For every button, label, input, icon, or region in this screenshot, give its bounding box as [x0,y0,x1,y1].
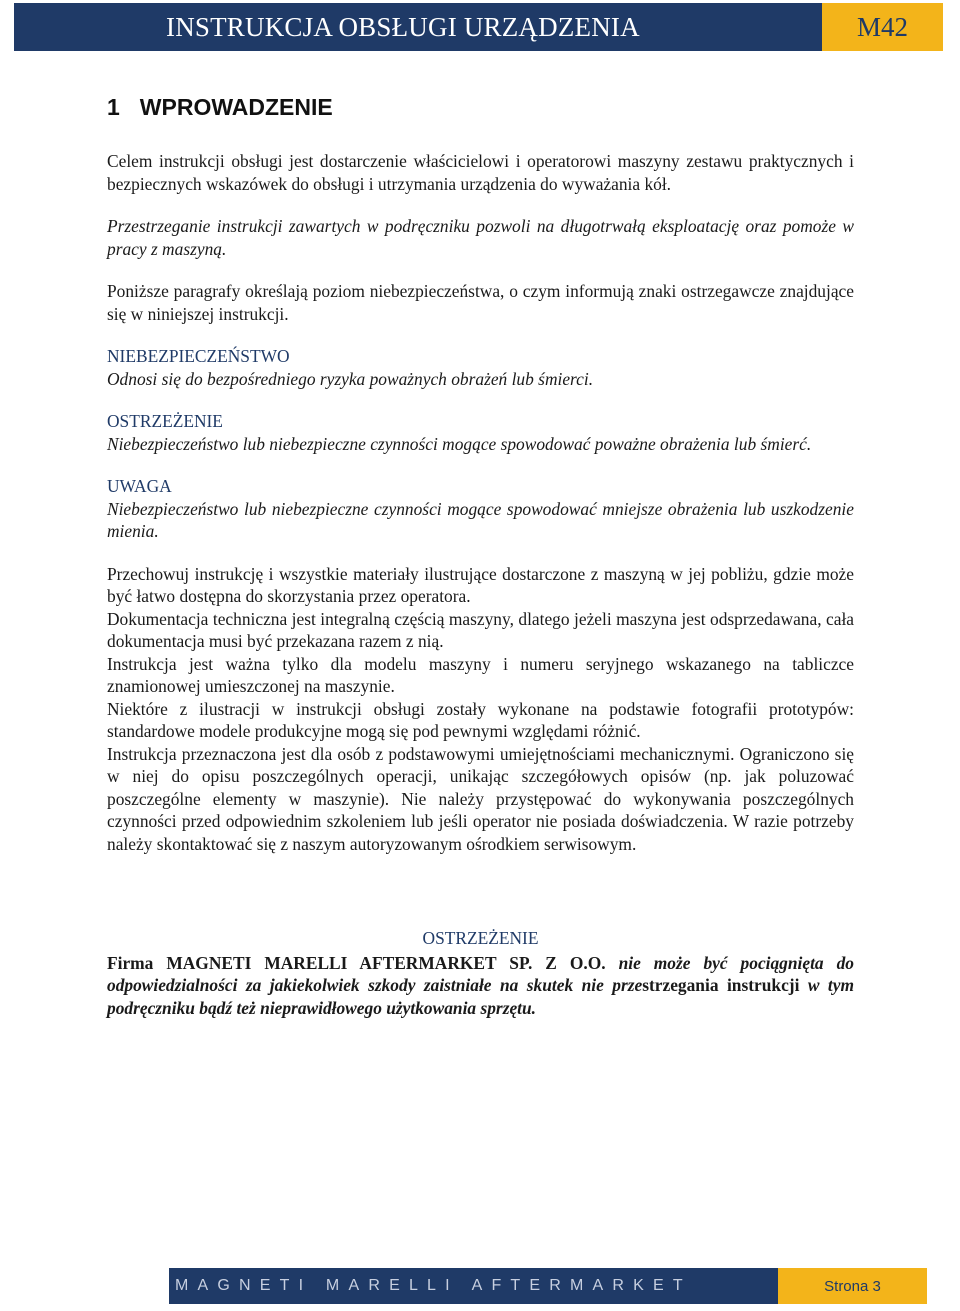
intro-paragraph: Celem instrukcji obsługi jest dostarczenie właścicielowi i operatorowi maszyny zestawu praktycznych i bezpiecznych wskazówek do obsługi i utrzymania urządzenia do wyważania kół. [107,151,854,194]
body-paragraph: Instrukcja jest ważna tylko dla modelu maszyny i numeru seryjnego wskazanego na tabliczce znamionowej umieszczonej na maszynie. [107,653,854,696]
final-warning-text-1: nie może być pociągnięta do odpowiedzialności za jakiekolwiek szkody zaistniałe na skutek nie prze [107,952,854,995]
caution-title: UWAGA [107,476,172,496]
warning-text: Niebezpieczeństwo lub niebezpieczne czynności mogące spowodować poważne obrażenia lub śmierć. [107,433,812,454]
body-paragraph: Przechowuj instrukcję i wszystkie materiały ilustrujące dostarczone z maszyną w jej pobliżu, gdzie może być łatwo dostępna do skorzystania przez operatora. [107,563,854,606]
compliance-paragraph: Przestrzeganie instrukcji zawartych w podręczniku pozwoli na długotrwałą eksploatację oraz pomoże w pracy z maszyną. [107,216,854,259]
body-paragraph: Instrukcja przeznaczona jest dla osób z podstawowymi umiejętnościami mechanicznymi. Ograniczono się w niej do opisu poszczególnych operacji, unikając szczegółowych opisów (np. jak poluzować poszczególne elementy w maszynie). Nie należy przystępować do wykonywania poszczególnych czynności przed odpowiednim szkoleniem lub jeśli operator nie posiada doświadczenia. W razie potrzeby należy skontaktować się z naszym autoryzowanym ośrodkiem serwisowym. [107,743,854,854]
section-heading [107,92,854,122]
body-paragraph: Dokumentacja techniczna jest integralną częścią maszyny, dlatego jeżeli maszyna jest odsprzedawana, cała dokumentacja musi być przekazana razem z nią. [107,608,854,651]
caution-text: Niebezpieczeństwo lub niebezpieczne czynności mogące spowodować mniejsze obrażenia lub uszkodzenie mienia. [107,498,854,541]
warning-title: OSTRZEŻENIE [107,411,223,431]
final-warning-text-3: w tym podręczniku bądź też nieprawidłowego użytkowania sprzętu. [107,975,854,1018]
body-paragraph: Niektóre z ilustracji w instrukcji obsługi zostały wykonane na podstawie fotografii prototypów: standardowe modele produkcyjne mogą się pod pewnymi względami różnić. [107,698,854,741]
page-footer [169,1268,927,1304]
page-number: Strona 3 [778,1268,927,1304]
section-number: 1 [107,94,120,120]
manual-title: INSTRUKCJA OBSŁUGI URZĄDZENIA [14,3,822,51]
danger-text: Odnosi się do bezpośredniego ryzyka poważnych obrażeń lub śmierci. [107,368,594,389]
company-name: Firma MAGNETI MARELLI AFTERMARKET SP. Z O.O. [107,952,606,973]
caution-notice [107,475,854,543]
danger-notice [107,345,854,390]
model-badge: M42 [822,3,943,51]
danger-title: NIEBEZPIECZEŃSTWO [107,346,290,366]
page-header [14,3,943,51]
section-title: WPROWADZENIE [139,94,333,120]
final-warning-title: OSTRZEŻENIE [422,928,539,948]
final-warning-text [107,952,854,1020]
warning-notice [107,410,854,455]
levels-paragraph: Poniższe paragrafy określają poziom niebezpieczeństwa, o czym informują znaki ostrzegawcze znajdujące się w niniejszej instrukcji. [107,281,854,324]
footer-brand: MAGNETI MARELLI AFTERMARKET [169,1268,778,1304]
page-content [107,92,854,1019]
final-warning-text-2: strzegania instrukcji [642,975,800,995]
body-text [107,563,854,856]
